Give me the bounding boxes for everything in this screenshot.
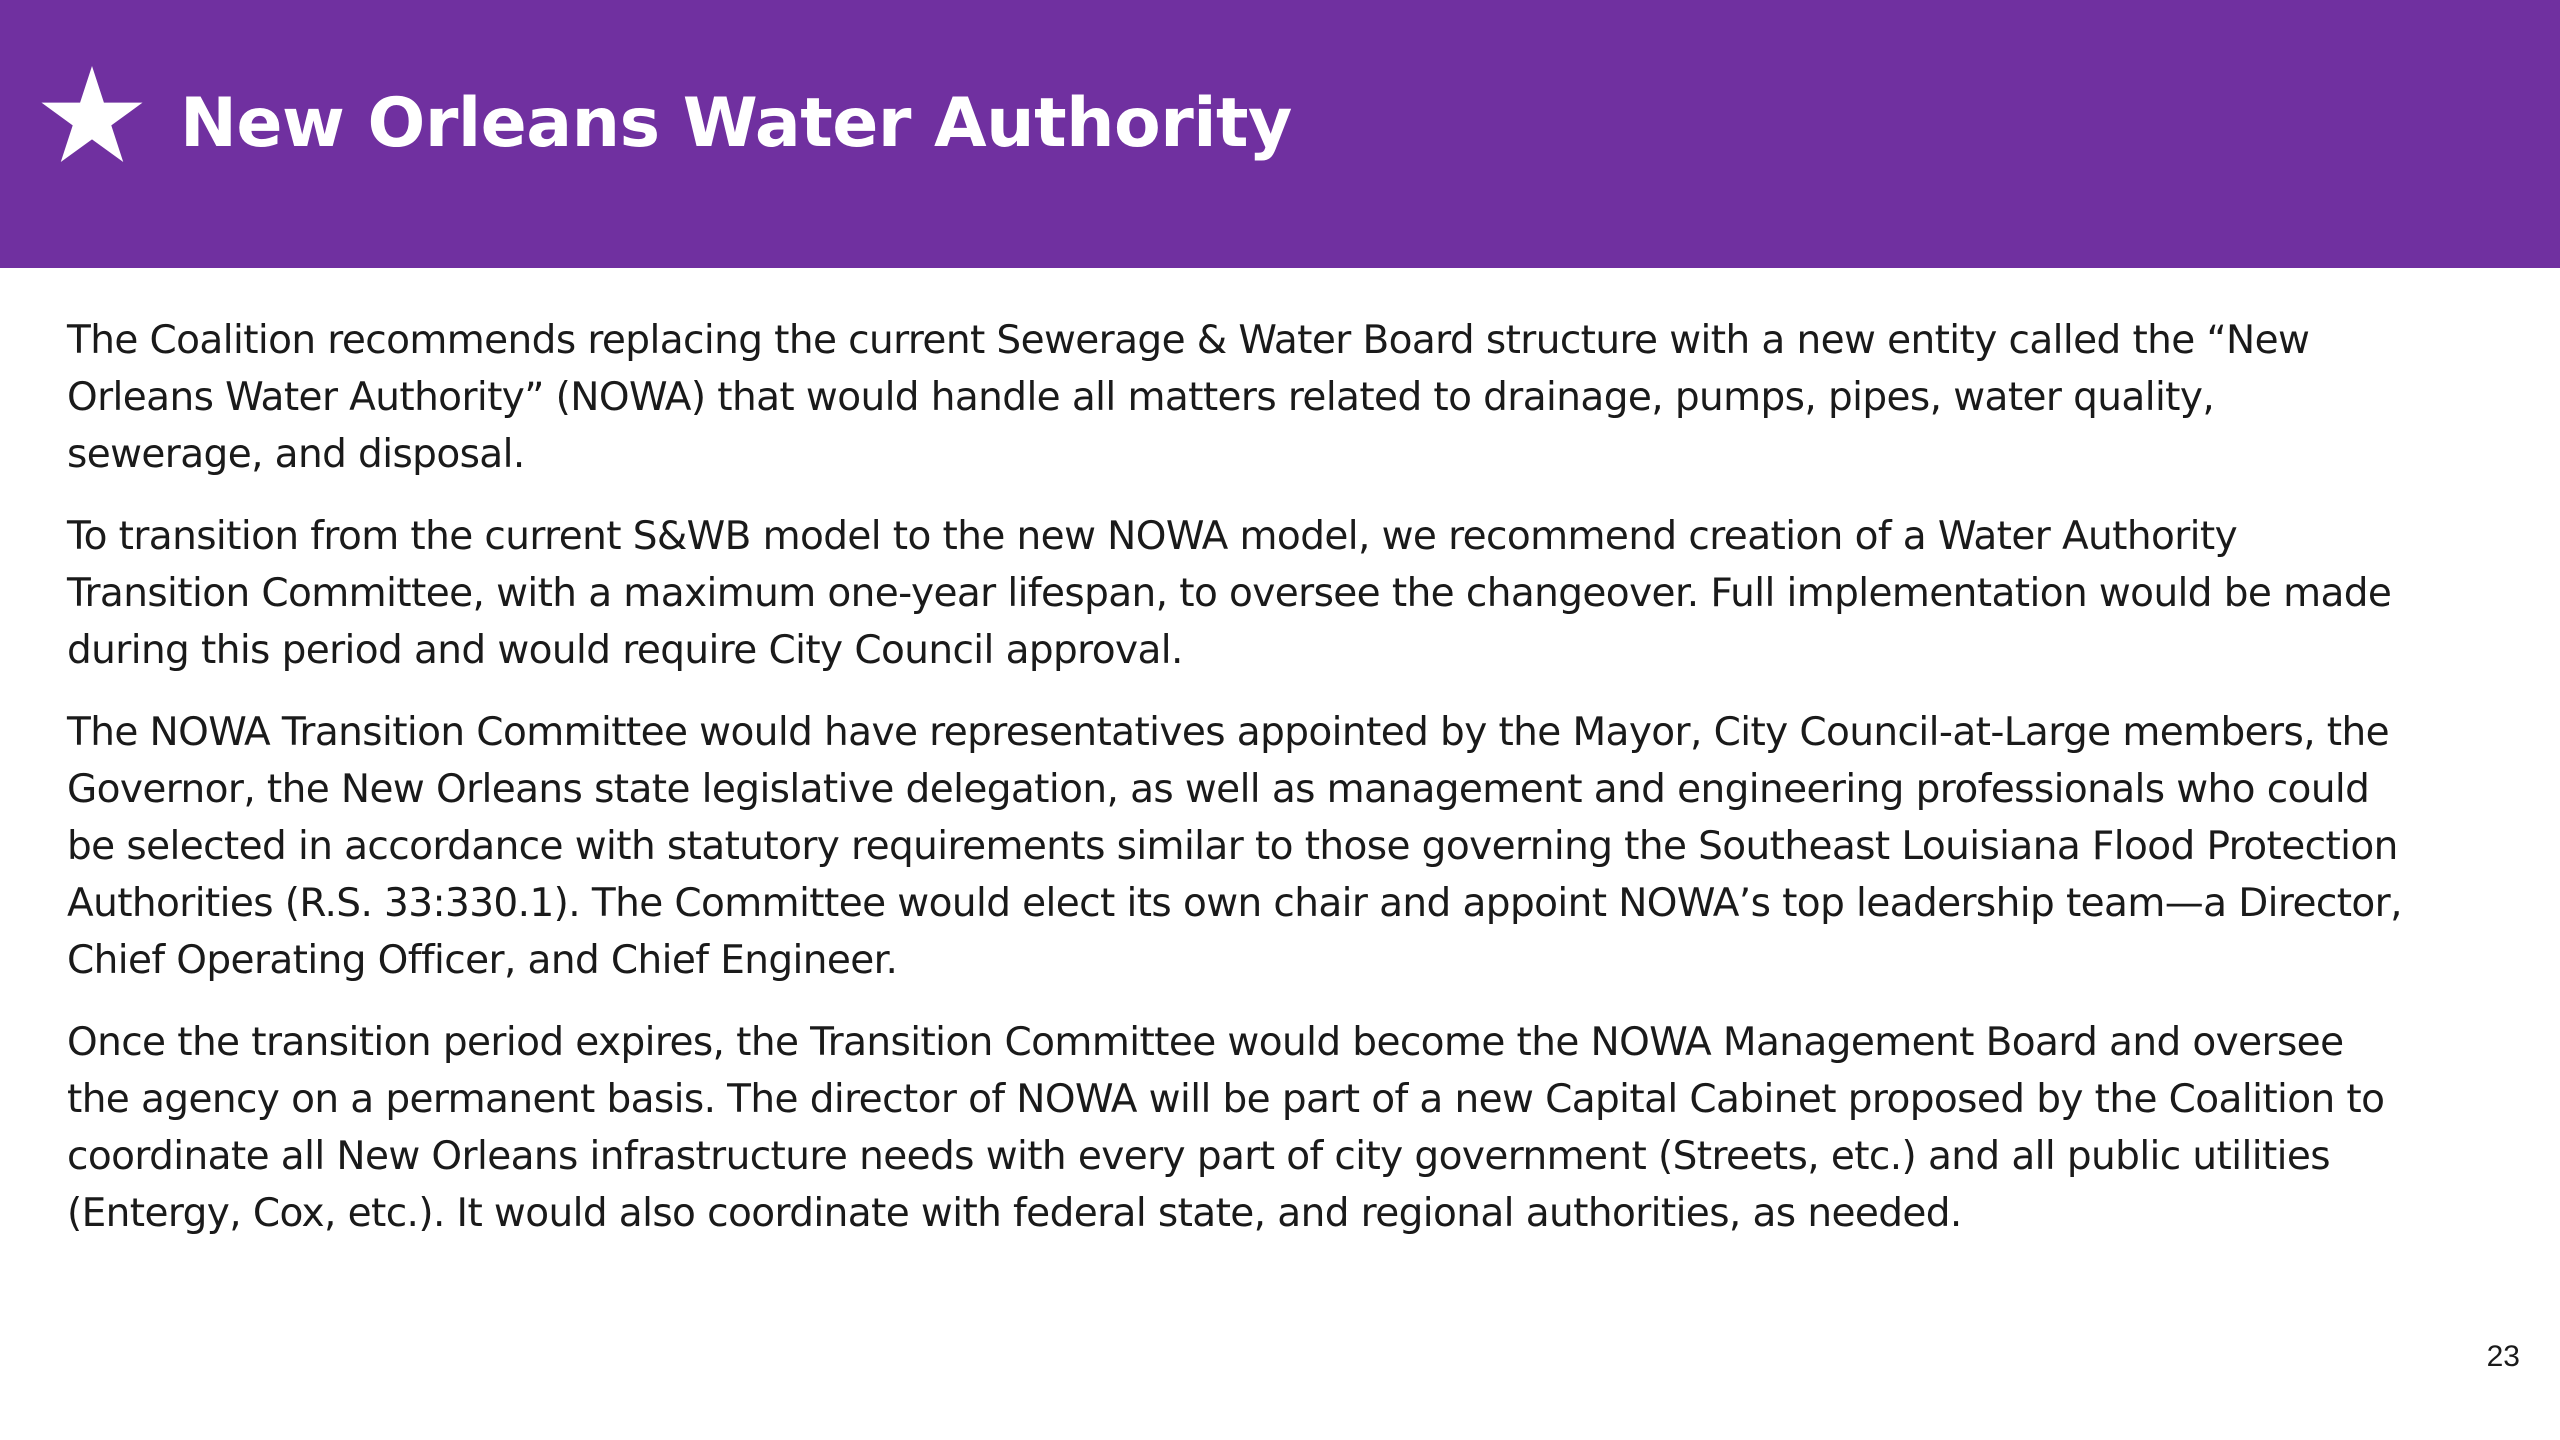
paragraph-3: The NOWA Transition Committee would have representatives appointed by the Mayor, City Council-at-Large members, the Governor, the New Orleans state legislative delegation, as well as management and engineering professionals who could be selected in accordance with statutory requirements similar to those governing the Southeast Louisiana Flood Protection Authorities (R.S. 33:330.1). The Committee would elect its own chair and appoint NOWA’s top leadership team—a Director, Chief Operating Officer, and Chief Engineer. <box>67 710 2402 983</box>
paragraph-1: The Coalition recommends replacing the current Sewerage & Water Board structure with a new entity called the “New Orleans Water Authority” (NOWA) that would handle all matters related to drainage, pumps, pipes, water quality, sewerage, and disposal. <box>67 318 2310 477</box>
star-icon <box>40 66 144 162</box>
body-text <box>67 312 2407 1267</box>
header-bar <box>0 0 2560 268</box>
page-title: New Orleans Water Authority <box>180 84 1292 163</box>
page-number: 23 <box>2486 1340 2520 1373</box>
paragraph-4: Once the transition period expires, the Transition Committee would become the NOWA Management Board and oversee the agency on a permanent basis. The director of NOWA will be part of a new Capital Cabinet proposed by the Coalition to coordinate all New Orleans infrastructure needs with every part of city government (Streets, etc.) and all public utilities (Entergy, Cox, etc.). It would also coordinate with federal state, and regional authorities, as needed. <box>67 1020 2385 1236</box>
paragraph-2: To transition from the current S&WB model to the new NOWA model, we recommend creation of a Water Authority Transition Committee, with a maximum one-year lifespan, to oversee the changeover. Full implementation would be made during this period and would require City Council approval. <box>67 514 2392 673</box>
